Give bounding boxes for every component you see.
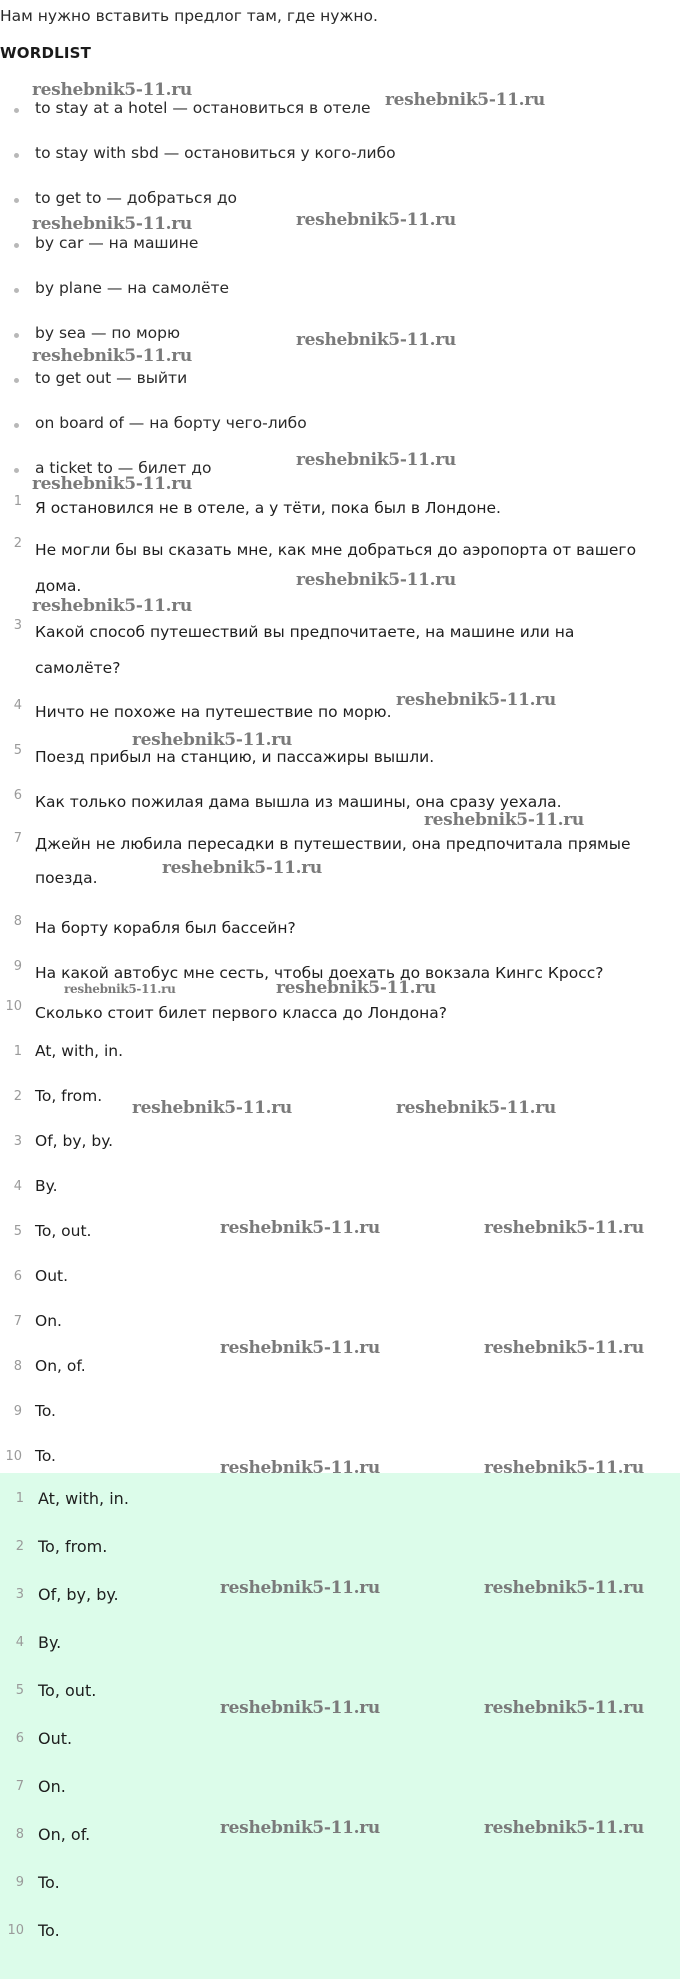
- answer-item: [0, 1821, 680, 1851]
- watermark: reshebnik5-11.ru: [385, 90, 545, 110]
- list-item-text: by car — на машине: [35, 234, 199, 252]
- answer-text: To, from.: [35, 1087, 103, 1105]
- item-number: 2: [13, 1089, 22, 1104]
- watermark: reshebnik5-11.ru: [296, 570, 456, 590]
- item-number: 5: [15, 1683, 24, 1698]
- watermark: reshebnik5-11.ru: [484, 1218, 644, 1238]
- question-item: [0, 825, 680, 901]
- bullet-icon: [14, 108, 19, 113]
- item-number: 9: [13, 959, 22, 974]
- watermark: reshebnik5-11.ru: [220, 1578, 380, 1598]
- watermark: reshebnik5-11.ru: [32, 214, 192, 234]
- item-number: 6: [15, 1731, 24, 1746]
- item-number: 9: [13, 1404, 22, 1419]
- list-item-text: to get to — добраться до: [35, 189, 238, 207]
- list-item-text: on board of — на борту чего-либо: [35, 414, 307, 432]
- answer-text: Out.: [38, 1729, 73, 1748]
- answer-item: [0, 1398, 680, 1428]
- watermark: reshebnik5-11.ru: [32, 80, 192, 100]
- question-text: Сколько стоит билет первого класса до Лондона?: [35, 1004, 447, 1022]
- item-number: 9: [15, 1875, 24, 1890]
- item-number: 3: [15, 1587, 24, 1602]
- item-number: 10: [5, 999, 22, 1014]
- answer-item: [0, 1725, 680, 1755]
- answer-text: By.: [38, 1633, 62, 1652]
- question-item: [0, 612, 680, 688]
- item-number: 4: [15, 1635, 24, 1650]
- watermark: reshebnik5-11.ru: [484, 1458, 644, 1478]
- answer-item: [0, 1353, 680, 1383]
- item-number: 7: [13, 831, 22, 846]
- item-number: 3: [13, 618, 22, 633]
- list-item: [0, 455, 680, 485]
- question-text: На борту корабля был бассейн?: [35, 919, 296, 937]
- answer-item: [0, 1629, 680, 1659]
- list-item-text: to get out — выйти: [35, 369, 188, 387]
- question-text: Ничто не похоже на путешествие по морю.: [35, 703, 392, 721]
- answer-text: On, of.: [38, 1825, 91, 1844]
- watermark: reshebnik5-11.ru: [220, 1338, 380, 1358]
- answer-text: To.: [38, 1921, 60, 1940]
- list-item: [0, 230, 680, 260]
- question-text: На какой автобус мне сесть, чтобы доехать до вокзала Кингс Кросс?: [35, 964, 604, 982]
- item-number: 5: [13, 743, 22, 758]
- watermark: reshebnik5-11.ru: [32, 596, 192, 616]
- answer-item: [0, 1533, 680, 1563]
- question-item: [0, 488, 680, 528]
- item-number: 3: [13, 1134, 22, 1149]
- item-number: 1: [13, 1044, 22, 1059]
- answer-text: To.: [38, 1873, 60, 1892]
- answer-item: [0, 1173, 680, 1203]
- answer-item: [0, 1869, 680, 1899]
- item-number: 10: [7, 1923, 24, 1938]
- question-item: [0, 782, 680, 822]
- answer-text: To, from.: [38, 1537, 108, 1556]
- watermark: reshebnik5-11.ru: [484, 1338, 644, 1358]
- list-item-text: by plane — на самолёте: [35, 279, 230, 297]
- answer-text: On, of.: [35, 1357, 86, 1375]
- question-item: [0, 993, 680, 1033]
- bullet-icon: [14, 198, 19, 203]
- intro-text: Нам нужно вставить предлог там, где нужно.: [0, 7, 378, 25]
- answer-text: To, out.: [35, 1222, 92, 1240]
- question-text: Я остановился не в отеле, а у тёти, пока был в Лондоне.: [35, 499, 501, 517]
- watermark: reshebnik5-11.ru: [484, 1818, 644, 1838]
- bullet-icon: [14, 378, 19, 383]
- watermark: reshebnik5-11.ru: [132, 730, 292, 750]
- item-number: 2: [15, 1539, 24, 1554]
- watermark: reshebnik5-11.ru: [220, 1458, 380, 1478]
- list-item: [0, 95, 680, 125]
- item-number: 7: [15, 1779, 24, 1794]
- answer-text: Of, by, by.: [38, 1585, 119, 1604]
- watermark: reshebnik5-11.ru: [484, 1578, 644, 1598]
- question-item: [0, 530, 680, 606]
- bullet-icon: [14, 333, 19, 338]
- question-text: Не могли бы вы сказать мне, как мне добраться до аэропорта от вашего дома.: [35, 541, 637, 595]
- answer-text: To, out.: [38, 1681, 97, 1700]
- list-item-text: to stay with sbd — остановиться у кого-либо: [35, 144, 396, 162]
- list-item-text: to stay at a hotel — остановиться в отеле: [35, 99, 371, 117]
- answer-item: [0, 1308, 680, 1338]
- question-item: [0, 908, 680, 948]
- answer-item: [0, 1443, 680, 1473]
- list-item-text: by sea — по морю: [35, 324, 181, 342]
- item-number: 8: [13, 914, 22, 929]
- answer-text: At, with, in.: [35, 1042, 124, 1060]
- watermark: reshebnik5-11.ru: [296, 210, 456, 230]
- watermark: reshebnik5-11.ru: [162, 858, 322, 878]
- watermark: reshebnik5-11.ru: [220, 1218, 380, 1238]
- answer-item: [0, 1083, 680, 1113]
- watermark: reshebnik5-11.ru: [220, 1818, 380, 1838]
- answer-item: [0, 1128, 680, 1158]
- item-number: 10: [5, 1449, 22, 1464]
- watermark: reshebnik5-11.ru: [296, 330, 456, 350]
- item-number: 6: [13, 788, 22, 803]
- item-number: 8: [13, 1359, 22, 1374]
- question-text: Джейн не любила пересадки в путешествии, она предпочитала прямые поезда.: [35, 835, 631, 887]
- answer-text: Of, by, by.: [35, 1132, 114, 1150]
- answer-text: At, with, in.: [38, 1489, 129, 1508]
- answer-text: On.: [38, 1777, 66, 1796]
- answer-item: [0, 1917, 680, 1947]
- watermark: reshebnik5-11.ru: [64, 982, 176, 996]
- watermark: reshebnik5-11.ru: [32, 474, 192, 494]
- answer-text: To.: [35, 1447, 56, 1465]
- wordlist-title: WORDLIST: [0, 44, 92, 62]
- watermark: reshebnik5-11.ru: [32, 346, 192, 366]
- bullet-icon: [14, 423, 19, 428]
- list-item: [0, 365, 680, 395]
- watermark: reshebnik5-11.ru: [396, 1098, 556, 1118]
- list-item: [0, 185, 680, 215]
- question-item: [0, 692, 680, 732]
- item-number: 5: [13, 1224, 22, 1239]
- list-item-text: a ticket to — билет до: [35, 459, 212, 477]
- question-item: [0, 953, 680, 993]
- item-number: 4: [13, 698, 22, 713]
- item-number: 2: [13, 536, 22, 551]
- list-item: [0, 410, 680, 440]
- answer-text: To.: [35, 1402, 56, 1420]
- item-number: 6: [13, 1269, 22, 1284]
- answer-text: On.: [35, 1312, 62, 1330]
- watermark: reshebnik5-11.ru: [220, 1698, 380, 1718]
- answer-item: [0, 1485, 680, 1515]
- watermark: reshebnik5-11.ru: [484, 1698, 644, 1718]
- bullet-icon: [14, 153, 19, 158]
- question-text: Какой способ путешествий вы предпочитаете, на машине или на самолёте?: [35, 623, 575, 677]
- bullet-icon: [14, 468, 19, 473]
- answer-text: Out.: [35, 1267, 69, 1285]
- answer-item: [0, 1581, 680, 1611]
- answer-item: [0, 1263, 680, 1293]
- question-text: Как только пожилая дама вышла из машины, она сразу уехала.: [35, 793, 562, 811]
- watermark: reshebnik5-11.ru: [396, 690, 556, 710]
- item-number: 4: [13, 1179, 22, 1194]
- answer-item: [0, 1677, 680, 1707]
- watermark: reshebnik5-11.ru: [276, 978, 436, 998]
- answer-item: [0, 1038, 680, 1068]
- item-number: 1: [15, 1491, 24, 1506]
- question-text: Поезд прибыл на станцию, и пассажиры вышли.: [35, 748, 435, 766]
- bullet-icon: [14, 243, 19, 248]
- answer-item: [0, 1218, 680, 1248]
- bullet-icon: [14, 288, 19, 293]
- item-number: 8: [15, 1827, 24, 1842]
- watermark: reshebnik5-11.ru: [132, 1098, 292, 1118]
- list-item: [0, 140, 680, 170]
- watermark: reshebnik5-11.ru: [296, 450, 456, 470]
- question-item: [0, 737, 680, 777]
- item-number: 1: [13, 494, 22, 509]
- watermark: reshebnik5-11.ru: [424, 810, 584, 830]
- list-item: [0, 275, 680, 305]
- list-item: [0, 320, 680, 350]
- answer-text: By.: [35, 1177, 58, 1195]
- item-number: 7: [13, 1314, 22, 1329]
- answer-item: [0, 1773, 680, 1803]
- highlighted-answers-box: [0, 1473, 680, 1979]
